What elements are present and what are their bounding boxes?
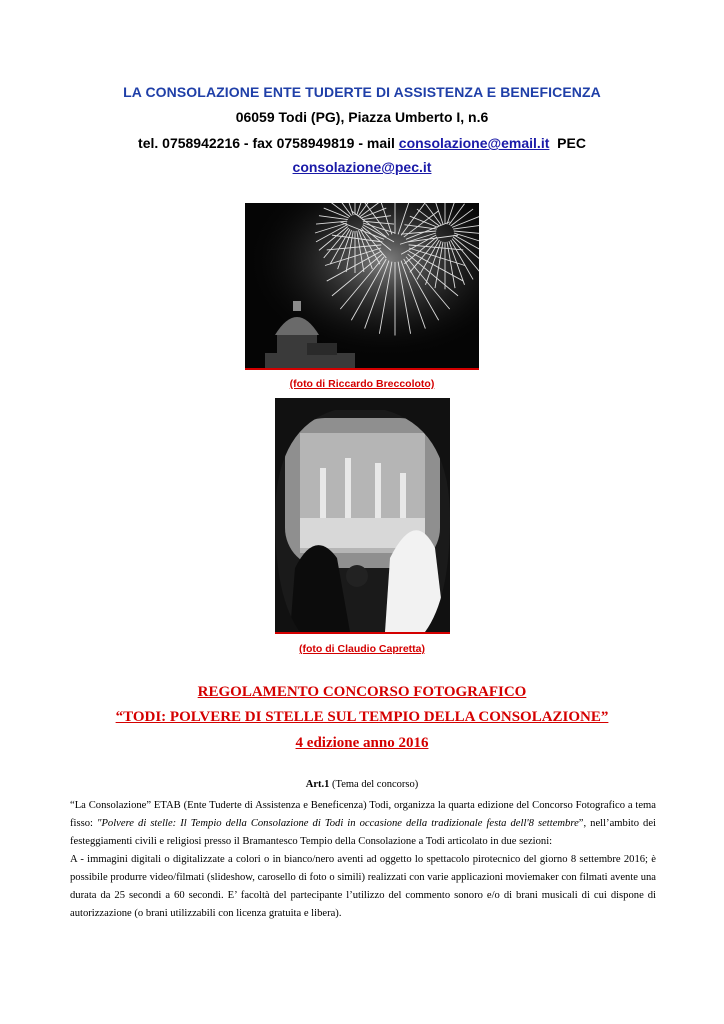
regulation-title: REGOLAMENTO CONCORSO FOTOGRAFICO — [197, 684, 527, 700]
edition-title: 4 edizione anno 2016 — [295, 735, 429, 751]
org-name: LA CONSOLAZIONE ENTE TUDERTE DI ASSISTENZA E BENEFICENZA — [123, 84, 601, 100]
photo-caption-1: (foto di Riccardo Breccoloto) — [289, 378, 435, 390]
contacts-prefix: tel. 0758942216 - fax 0758949819 - mail — [138, 135, 399, 151]
contacts-line — [0, 135, 724, 151]
address: 06059 Todi (PG), Piazza Umberto I, n.6 — [235, 109, 489, 125]
contest-title: “TODI: POLVERE DI STELLE SUL TEMPIO DELLA CONSOLAZIONE” — [115, 709, 609, 725]
email-link[interactable]: consolazione@email.it — [398, 135, 550, 151]
fireworks-photo — [245, 203, 479, 370]
paragraph-1-text-b: ”, nell’ambito dei festeggiamenti civili e religiosi presso il Bramantesco Tempio della Consolazione a Todi articolato in due sezioni: — [70, 818, 656, 847]
article-subtitle: (Tema del concorso) — [329, 779, 419, 790]
photo-caption-2: (foto di Claudio Capretta) — [299, 643, 425, 655]
paragraph-1 — [70, 797, 656, 851]
nuns-in-church-photo — [275, 398, 450, 634]
paragraph-2: A - immagini digitali o digitalizzate a colori o in bianco/nero aventi ad oggetto lo spettacolo pirotecnico del giorno 8 settembre 2016; è possibile produrre video/filmati (slideshow, carosello di foto o simili) realizzati con varie applicazioni moviemaker con filmati avente una durata da 25 secondi a 60 secondi. E’ facoltà del partecipante l’utilizzo del commento sonoro e/o di brani musicali di cui dispone di autorizzazione (o brani utilizzabili con licenza gratuita e libera). — [70, 854, 656, 919]
paragraph-1-theme: "Polvere di stelle: Il Tempio della Consolazione di Todi in occasione della tradizionale festa dell'8 settembre — [97, 818, 579, 829]
article-number: Art.1 — [305, 779, 330, 790]
pec-email-link[interactable]: consolazione@pec.it — [292, 159, 432, 175]
article-heading — [0, 779, 724, 790]
article-body — [70, 797, 656, 923]
pec-line — [0, 159, 724, 175]
paragraph-1-text-a: “La Consolazione” ETAB (Ente Tuderte di Assistenza e Beneficenza) Todi, organizza la quarta edizione del Concorso Fotografico a tema fisso: — [70, 800, 656, 829]
pec-label: PEC — [549, 135, 586, 151]
